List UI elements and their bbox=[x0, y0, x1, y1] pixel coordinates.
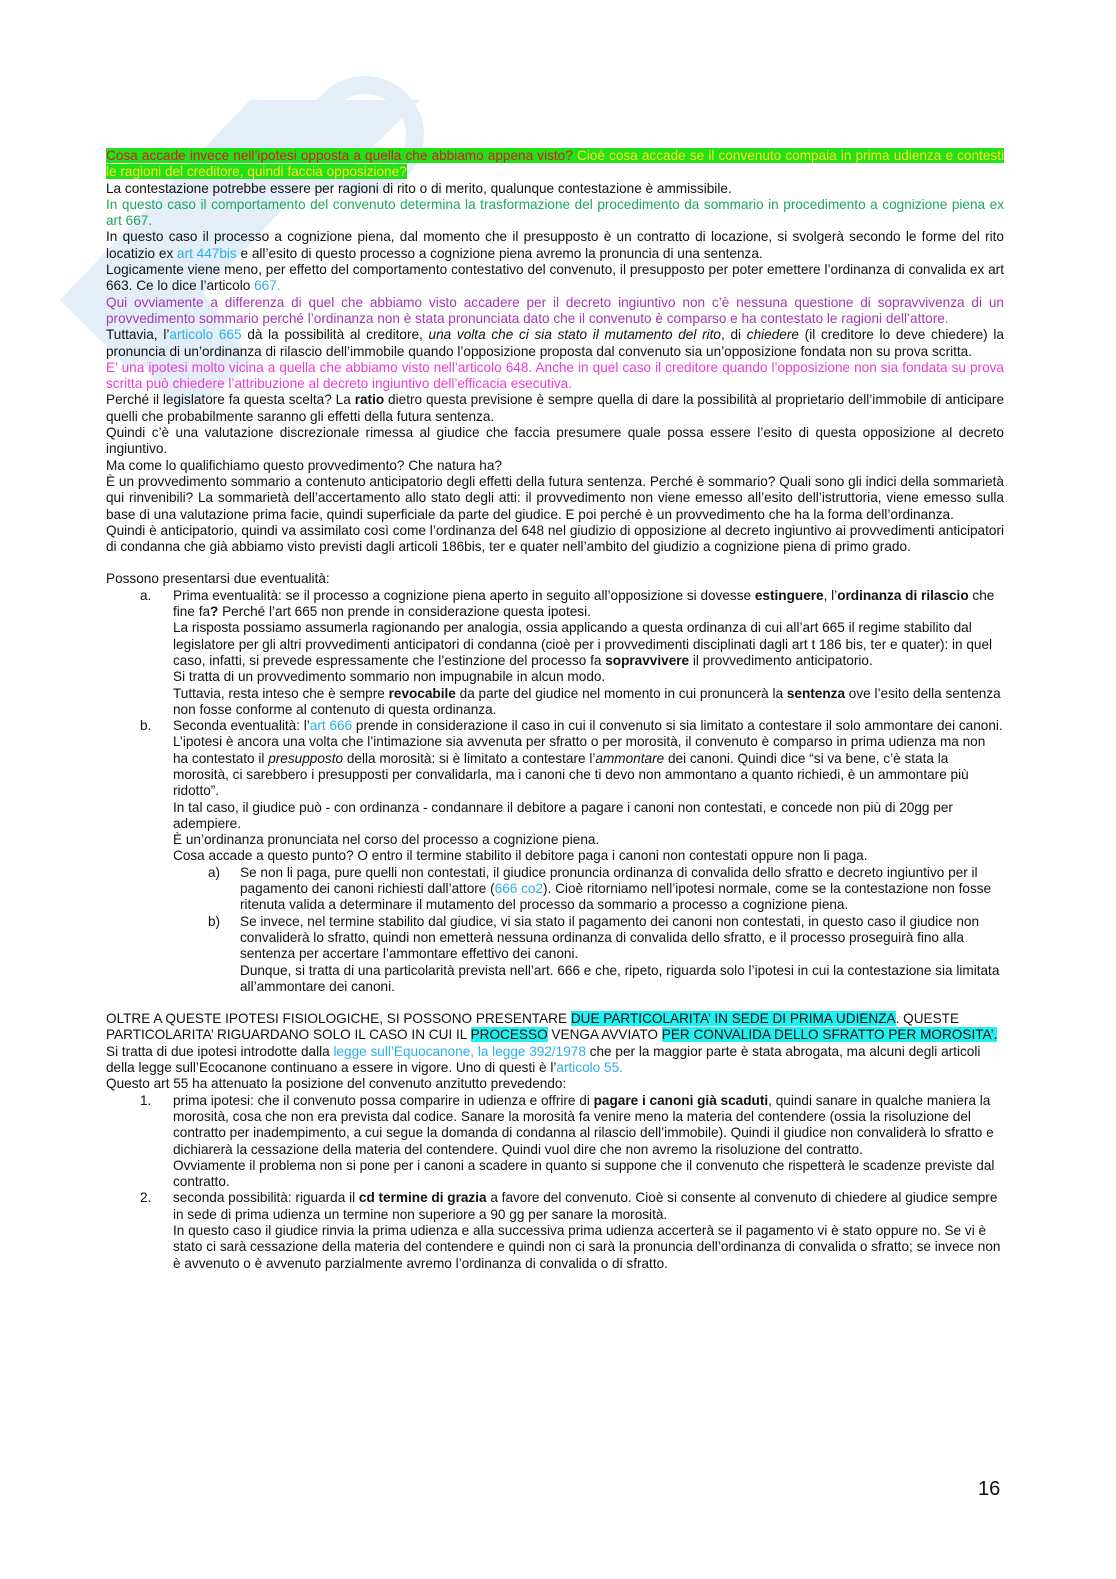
equocanone-law-link[interactable]: legge sull’Equocanone, la legge 392/1978 bbox=[333, 1043, 586, 1059]
question-heading: Cosa accade invece nell’ipotesi opposta a quella che abbiamo appena visto? Cioè cosa accade se il convenuto compaia in prima udienza e contesti le ragioni del creditore, quindi faccia opposizione? bbox=[106, 148, 1004, 180]
paragraph: Quindi c’è una valutazione discrezionale rimessa al giudice che faccia presumere quale possa essere l’esito di questa opposizione al decreto ingiuntivo. bbox=[106, 425, 1004, 457]
art-666-co2-link[interactable]: 666 co2 bbox=[494, 881, 544, 897]
document-body bbox=[106, 148, 1004, 1272]
paragraph-purple: Qui ovviamente a differenza di quel che abbiamo visto accadere per il decreto ingiuntivo non c’è nessuna questione di sopravvivenza di un provvedimento sommario perché l’ordinanza non è stata pronunciata dato che il convenuto è comparso e ha contestato le ragioni dell’attore. bbox=[106, 294, 1004, 326]
paragraph: Logicamente viene meno, per effetto del comportamento contestativo del convenuto, il presupposto per poter emettere l’ordinanza di convalida ex art 663. Ce lo dice l’articolo 667. bbox=[106, 262, 1004, 294]
paragraph: Possono presentarsi due eventualità: bbox=[106, 571, 330, 587]
numbered-list bbox=[106, 1093, 1004, 1272]
paragraph-pink: E’ una ipotesi molto vicina a quella che abbiamo visto nell’articolo 648. Anche in quel caso il creditore quando l’opposizione non sia fondata su prova scritta può chiedere l’attribuzione al decreto ingiuntivo dell’efficacia esecutiva. bbox=[106, 359, 1004, 392]
page-number: 16 bbox=[978, 1478, 1001, 1500]
paragraph: È un provvedimento sommario a contenuto anticipatorio degli effetti della futura sentenza. Perché è sommario? Quali sono gli indici della sommarietà qui rinvenibili? La sommarietà dell’accertamento allo stato degli atti: il provvedimento non viene emesso all’esito dell’istruttoria, viene emesso sulla base di una valutazione prima facie, quindi superficiale da parte del giudice. E poi perché è un provvedimento che ha la forma dell’ordinanza. bbox=[106, 473, 1004, 522]
list-item: 2. seconda possibilità: riguarda il cd termine di grazia a favore del convenuto. Cioè si consente al convenuto di chiedere al giudice sempre in sede di prima udienza un termine non superiore a 90 gg per sanare la morosità. In questo caso il giudice rinvia la prima udienza e alla successiva prima udienza accerterà se il pagamento vi è stato oppure no. Se vi è stato ci sarà cessazione della materia del contendere e quindi non ci sarà la pronuncia dell’ordinanza di convalida o sfratto; se invece non è avvenuto o è avvenuto parzialmente avremo l’ordinanza di convalida o di sfratto. bbox=[140, 1190, 1001, 1271]
paragraph: Perché il legislatore fa questa scelta? La ratio dietro questa previsione è sempre quella di dare la possibilità al proprietario dell’immobile di anticipare quelli che probabilmente saranno gli effetti della futura sentenza. bbox=[106, 392, 1005, 424]
paragraph: Si tratta di due ipotesi introdotte dalla legge sull’Equocanone, la legge 392/1978 che per la maggior parte è stata abrogata, ma alcuni degli articoli della legge sull’Ecocanone continuano a essere in vigore. Uno di questi è l’articolo 55. bbox=[106, 1043, 981, 1076]
paragraph: Quindi è anticipatorio, quindi va assimilato così come l’ordinanza del 648 nel giudizio di opposizione al decreto ingiuntivo ai provvedimenti anticipatori di condanna che già abbiamo visto previsti dagli articoli 186bis, ter e quater nell’ambito del giudizio a cognizione piena di primo grado. bbox=[106, 522, 1004, 555]
art-447bis-link[interactable]: art 447bis bbox=[177, 245, 237, 261]
art-667-link[interactable]: 667. bbox=[254, 278, 281, 294]
paragraph-green: In questo caso il comportamento del convenuto determina la trasformazione del procedimento da sommario in procedimento a cognizione piena ex art 667. bbox=[106, 196, 1004, 229]
sub-list-item: b) Se invece, nel termine stabilito dal giudice, vi sia stato il pagamento dei canoni non contestati, in questo caso il giudice non convaliderà lo sfratto, quindi non emetterà nessuna ordinanza di convalida dello sfratto, e il processo proseguirà fino alla sentenza per accertare l’ammontare effettivo dei canoni. Dunque, si tratta di una particolarità prevista nell’art. 666 e che, ripeto, riguarda solo l’ipotesi in cui la contestazione sia limitata all’ammontare dei canoni. bbox=[208, 913, 1000, 994]
art-665-link[interactable]: articolo 665 bbox=[169, 327, 242, 343]
art-55-link[interactable]: articolo 55. bbox=[556, 1060, 623, 1076]
sub-list-item: a) Se non li paga, pure quelli non contestati, il giudice pronuncia ordinanza di convalida dello sfratto e decreto ingiuntivo per il pagamento dei canoni richiesti dall’attore (666 co2). Cioè ritorniamo nell’ipotesi normale, come se la contestazione non fosse ritenuta valida a determinare il mutamento del processo da sommario a processo a cognizione piena. bbox=[208, 864, 992, 913]
eventuality-list bbox=[106, 588, 1004, 995]
caps-paragraph: OLTRE A QUESTE IPOTESI FISIOLOGICHE, SI POSSONO PRESENTARE DUE PARTICOLARITA’ IN SEDE DI PRIMA UDIENZA. QUESTE PARTICOLARITA’ RIGUARDANO SOLO IL CASO IN CUI IL PROCESSO VENGA AVVIATO PER CONVALIDA DELLO SFRATTO PER MOROSITA’. bbox=[106, 1011, 998, 1043]
list-item: 1. prima ipotesi: che il convenuto possa comparire in udienza e offrire di pagare i canoni già scaduti, quindi sanare in qualche maniera la morosità, cosa che non era prevista dal codice. Sanare la morosità fa venire meno la materia del contendere (ossia la risoluzione del contratto per inadempimento, a cui segue la domanda di condanna al rilascio dell’immobile). Quindi il giudice non convaliderà lo sfratto e dichiarerà la cessazione della materia del contendere. Quindi vuol dire che non avremo la risoluzione del contratto. Ovviamente il problema non si pone per i canoni a scadere in quanto si suppone che il convenuto che rispetterà le scadenze previste dal contratto. bbox=[140, 1092, 995, 1190]
paragraph: Tuttavia, l’articolo 665 dà la possibilità al creditore, una volta che ci sia stato il mutamento del rito, di chiedere (il creditore lo deve chiedere) la pronuncia di un’ordinanza di rilascio dell’immobile quando l’opposizione proposta dal convenuto sia un’opposizione fondata non su prova scritta. bbox=[106, 327, 1004, 359]
paragraph: Ma come lo qualifichiamo questo provvedimento? Che natura ha? bbox=[106, 457, 502, 473]
paragraph: La contestazione potrebbe essere per ragioni di rito o di merito, qualunque contestazione è ammissibile. bbox=[106, 180, 732, 196]
art-666-link[interactable]: art 666 bbox=[309, 718, 353, 734]
list-item: b. Seconda eventualità: l’art 666 prende in considerazione il caso in cui il convenuto si sia limitato a contestare il solo ammontare dei canoni. L’ipotesi è ancora una volta che l’intimazione sia avvenuta per sfratto o per morosità, il convenuto è comparso in prima udienza ma non ha contestato il presupposto della morosità: si è limitato a contestare l’ammontare dei canoni. Quindi dice “si va bene, c’è stata la morosità, ci sarebbero i presupposti per convalidarla, ma i canoni che ti devo non ammontano a quanto richiedi, è un ammontare più ridotto”. In tal caso, il giudice può - con ordinanza - condannare il debitore a pagare i canoni non contestati, e concede non più di 20gg per adempiere. È un’ordinanza pronunciata nel corso del processo a cognizione piena. Cosa accade a questo punto? O entro il termine stabilito il debitore paga i canoni non contestati oppure non li paga. a) Se non li paga, pure quelli non contestati, il giudice pronuncia ordinanza di convalida dello sfratto e decreto ingiuntivo per il pagamento dei canoni richiesti dall’attore (666 co2). Cioè ritorniamo nell’ipotesi normale, come se la contestazione non fosse ritenuta valida a determinare il mutamento del processo da sommario a processo a cognizione piena. b) Se invece, nel termine stabilito dal giudice, vi sia stato il pagamento dei canoni non contestati, in questo caso il giudice non convaliderà lo sfratto, quindi non emetterà nessuna ordinanza di convalida dello sfratto, e il processo proseguirà fino alla sentenza per accertare l’ammontare effettivo dei canoni. Dunque, si tratta di una particolarità prevista nell’art. 666 e che, ripeto, riguarda solo l’ipotesi in cui la contestazione sia limitata all’ammontare dei canoni. bbox=[140, 718, 1003, 994]
paragraph: Questo art 55 ha attenuato la posizione del convenuto anzitutto prevedendo: bbox=[106, 1076, 567, 1092]
list-item: a. Prima eventualità: se il processo a cognizione piena aperto in seguito all’opposizione si dovesse estinguere, l’ordinanza di rilascio che fine fa? Perché l’art 665 non prende in considerazione questa ipotesi. La risposta possiamo assumerla ragionando per analogia, ossia applicando a questa ordinanza di cui all’art 665 il regime stabilito dal legislatore per gli altri provvedimenti anticipatori di condanna (cioè per i provvedimenti disciplinati dagli art t 186 bis, ter e quater): in quel caso, infatti, si prevede espressamente che l’estinzione del processo fa sopravvivere il provvedimento anticipatorio. Si tratta di un provvedimento sommario non impugnabile in alcun modo. Tuttavia, resta inteso che è sempre revocabile da parte del giudice nel momento in cui pronuncerà la sentenza ove l’esito della sentenza non fosse conforme al contenuto di questa ordinanza. bbox=[140, 587, 1001, 717]
paragraph: In questo caso il processo a cognizione piena, dal momento che il presupposto è un contratto di locazione, si svolgerà secondo le forme del rito locatizio ex art 447bis e all’esito di questo processo a cognizione piena avremo la pronuncia di una sentenza. bbox=[106, 229, 1004, 261]
